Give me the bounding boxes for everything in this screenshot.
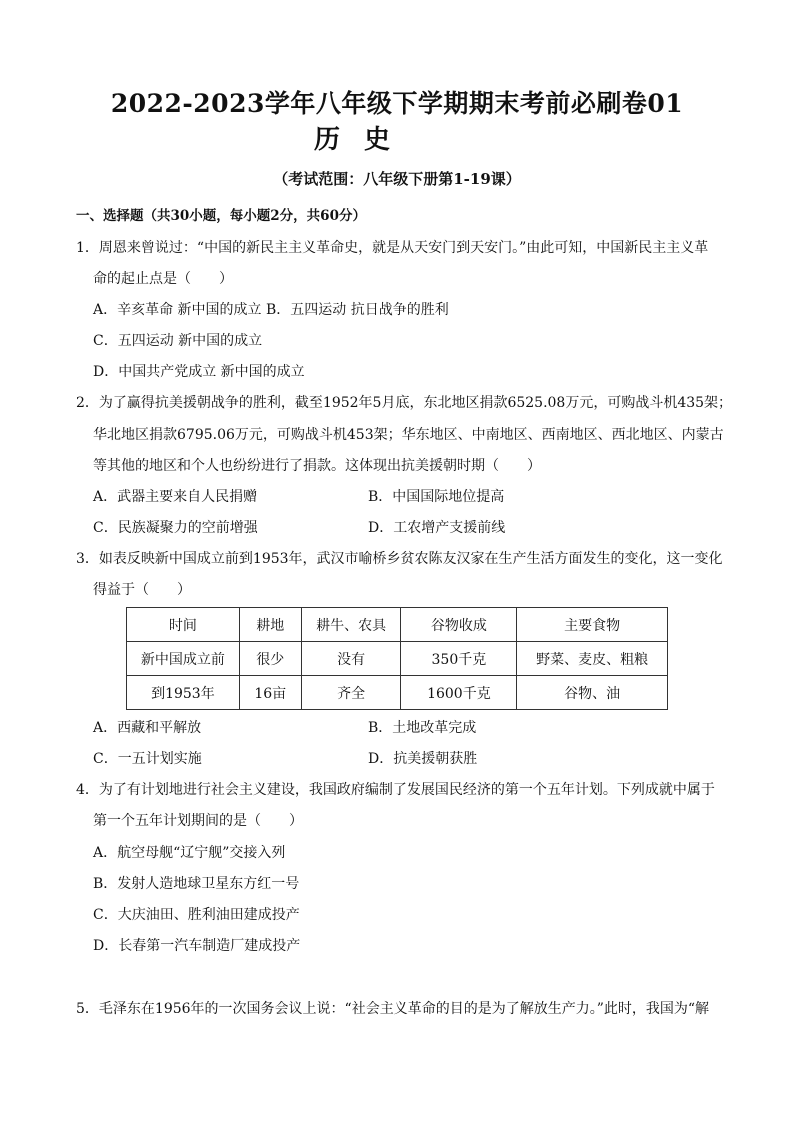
- table-header-cell: 主要食物: [517, 608, 668, 642]
- q4-option-a: A．航空母舰“辽宁舰”交接入列: [93, 845, 286, 861]
- q3-option-b: B．土地改革完成: [368, 720, 477, 736]
- q1-stem-line1: 1．周恩来曾说过：“中国的新民主主义革命史，就是从天安门到天安门。”由此可知，中国新民主主义革: [76, 240, 709, 256]
- table-cell: 没有: [301, 642, 401, 676]
- q3-stem-line2: 得益于（ ）: [93, 582, 191, 598]
- q1-option-a-b: A．辛亥革命 新中国的成立 B．五四运动 抗日战争的胜利: [93, 302, 449, 318]
- table-header-cell: 谷物收成: [401, 608, 517, 642]
- exam-scope: （考试范围：八年级下册第1-19课）: [273, 170, 521, 188]
- q2-option-d: D．工农增产支援前线: [368, 520, 506, 536]
- q2-stem-line2: 华北地区捐款6795.06万元，可购战斗机453架；华东地区、中南地区、西南地区、西北地区、内蒙古: [93, 427, 724, 443]
- table-cell: 谷物、油: [517, 676, 668, 710]
- q4-stem-line2: 第一个五年计划期间的是（ ）: [93, 813, 303, 829]
- q3-stem-line1: 3．如表反映新中国成立前到1953年，武汉市喻桥乡贫农陈友汉家在生产生活方面发生的变化，这一变化: [76, 551, 723, 567]
- q3-option-c: C．一五计划实施: [93, 751, 202, 767]
- table-cell: 到1953年: [127, 676, 240, 710]
- table-cell: 很少: [239, 642, 301, 676]
- q4-stem-line1: 4．为了有计划地进行社会主义建设，我国政府编制了发展国民经济的第一个五年计划。下列成就中属于: [76, 782, 715, 798]
- table-cell: 16亩: [239, 676, 301, 710]
- q3-table: [126, 607, 668, 710]
- table-row: [127, 642, 668, 676]
- table-cell: 野菜、麦皮、粗粮: [517, 642, 668, 676]
- q2-stem-line3: 等其他的地区和个人也纷纷进行了捐款。这体现出抗美援朝时期（ ）: [93, 458, 541, 474]
- table-header-row: [127, 608, 668, 642]
- exam-title: 2022-2023学年八年级下学期期末考前必刷卷01: [110, 89, 684, 118]
- table-cell: 350千克: [401, 642, 517, 676]
- table-header-cell: 耕牛、农具: [301, 608, 401, 642]
- q2-option-c: C．民族凝聚力的空前增强: [93, 520, 258, 536]
- q4-option-d: D．长春第一汽车制造厂建成投产: [93, 938, 301, 954]
- section-heading: 一、选择题（共30小题，每小题2分，共60分）: [76, 208, 366, 224]
- q3-option-d: D．抗美援朝获胜: [368, 751, 478, 767]
- q3-option-a: A．西藏和平解放: [93, 720, 202, 736]
- q1-option-c: C．五四运动 新中国的成立: [93, 333, 263, 349]
- q1-option-d: D．中国共产党成立 新中国的成立: [93, 364, 305, 380]
- q5-stem-line1: 5．毛泽东在1956年的一次国务会议上说：“社会主义革命的目的是为了解放生产力。”此时，我国为“解: [76, 1001, 710, 1017]
- table-header-cell: 时间: [127, 608, 240, 642]
- table-cell: 1600千克: [401, 676, 517, 710]
- q2-option-b: B．中国国际地位提高: [368, 489, 505, 505]
- q2-option-a: A．武器主要来自人民捐赠: [93, 489, 258, 505]
- table-header-cell: 耕地: [239, 608, 301, 642]
- table-row: [127, 676, 668, 710]
- table-cell: 新中国成立前: [127, 642, 240, 676]
- q4-option-c: C．大庆油田、胜利油田建成投产: [93, 907, 300, 923]
- q2-stem-line1: 2．为了赢得抗美援朝战争的胜利，截至1952年5月底，东北地区捐款6525.08万元，可购战斗机435架；: [76, 395, 733, 411]
- table-cell: 齐全: [301, 676, 401, 710]
- q1-stem-line2: 命的起止点是（ ）: [93, 271, 233, 287]
- subject-title: 历史: [314, 125, 415, 155]
- q4-option-b: B．发射人造地球卫星东方红一号: [93, 876, 300, 892]
